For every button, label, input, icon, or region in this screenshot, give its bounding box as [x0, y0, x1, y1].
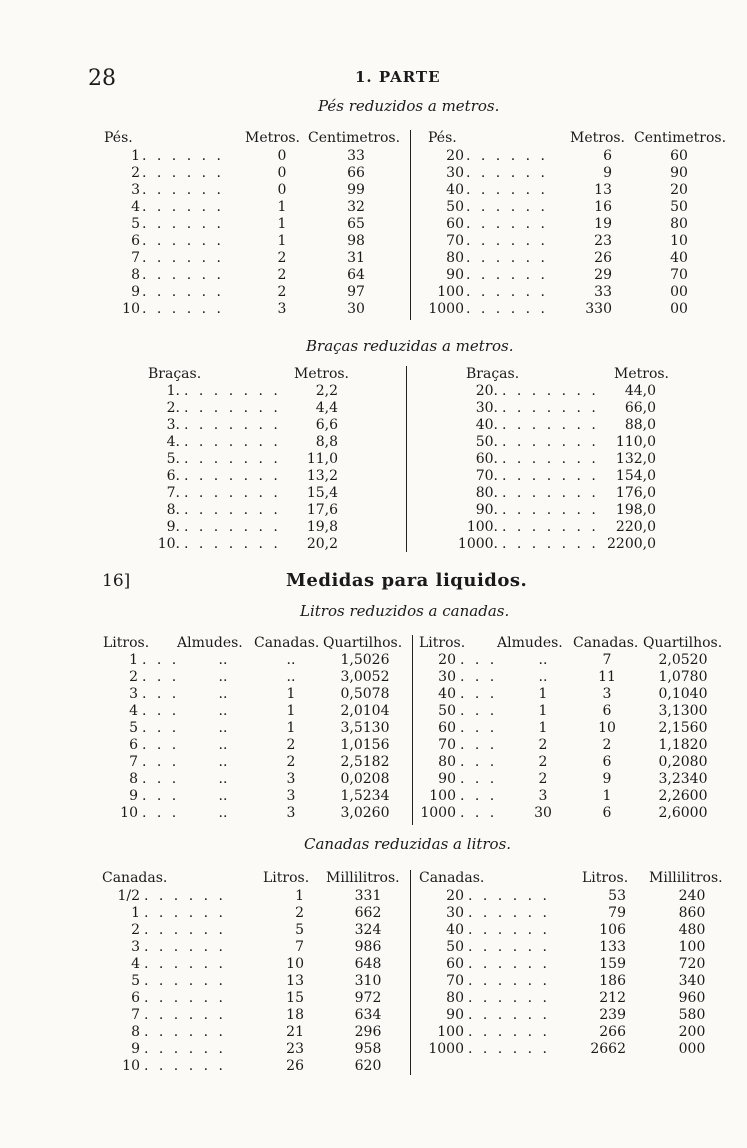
table1-right-col1: 20 30 40 50 60 70 80 90 100 1000 — [428, 148, 464, 317]
table2-right-col1: 20. 30. 40. 50. 60. 70. 80. 90. 100. 1000. — [457, 383, 498, 552]
table4-right-dots: . . . . . . . . . . . . . . . . . . . . . . . . . . . . . . . . . . . . . . . . . . . . . . . . . . . . . . . . . . . . — [468, 888, 550, 1057]
table1-left-dots: . . . . . . . . . . . . . . . . . . . . . . . . . . . . . . . . . . . . . . . . . . . . . . . . . . . . . . . . . . . . — [142, 148, 224, 317]
table2-column-divider — [406, 366, 407, 552]
table3-left-col3: .. .. 1 1 1 2 2 3 3 3 — [286, 652, 296, 821]
table1-right-header-3: Centimetros. — [634, 130, 727, 146]
table3-right-header-4: Quartilhos. — [643, 635, 723, 651]
table3-left-header-3: Canadas. — [254, 635, 320, 651]
table4-title: Canadas reduzidas a litros. — [304, 835, 512, 853]
table3-left-col2: .. .. .. .. .. .. .. .. .. .. — [218, 652, 228, 821]
table2-left-col1: 1. 2. 3. 4. 5. 6. 7. 8. 9. 10. — [157, 383, 180, 552]
table2-title: Braças reduzidas a metros. — [306, 337, 514, 355]
table3-right-col2: .. .. 1 1 1 2 2 2 3 30 — [534, 652, 552, 821]
table1-title: Pés reduzidos a metros. — [318, 97, 500, 115]
table1-column-divider — [410, 130, 411, 320]
table4-left-col2: 1 2 5 7 10 13 15 18 21 23 26 — [286, 888, 304, 1074]
table3-right-header-3: Canadas. — [573, 635, 639, 651]
table2-right-dots: . . . . . . . . . . . . . . . . . . . . . . . . . . . . . . . . . . . . . . . . . . . . . . . . . . . . . . . . . . . . . . . . . . . . . . — [502, 383, 599, 552]
table4-right-header-2: Litros. — [582, 870, 629, 886]
table4-right-header-3: Millilitros. — [649, 870, 723, 886]
table1-left-header-1: Pés. — [104, 130, 133, 146]
table1-right-dots: . . . . . . . . . . . . . . . . . . . . . . . . . . . . . . . . . . . . . . . . . . . . . . . . . . . . . . . . . . . . — [466, 148, 548, 317]
table3-title: Litros reduzidos a canadas. — [300, 602, 510, 620]
table1-left-col3: 33 66 99 32 65 98 31 64 97 30 — [347, 148, 365, 317]
table1-right-col2: 6 9 13 16 19 23 26 29 33 330 — [585, 148, 612, 317]
table3-left-header-1: Litros. — [103, 635, 150, 651]
table4-left-header-1: Canadas. — [102, 870, 168, 886]
table3-left-col1: 1 2 3 4 5 6 7 8 9 10 — [120, 652, 138, 821]
table2-left-col2: 2,2 4,4 6,6 8,8 11,0 13,2 15,4 17,6 19,8 20,2 — [306, 383, 338, 552]
table4-left-col1: 1/2 1 2 3 4 5 6 7 8 9 10 — [117, 888, 140, 1074]
table1-right-header-2: Metros. — [570, 130, 626, 146]
table2-right-header-1: Braças. — [466, 366, 520, 382]
table3-column-divider — [412, 635, 413, 825]
table4-left-dots: . . . . . . . . . . . . . . . . . . . . . . . . . . . . . . . . . . . . . . . . . . . . . . . . . . . . . . . . . . . . . . . . . . — [144, 888, 226, 1074]
table1-left-col2: 0 0 0 1 1 1 2 2 2 3 — [277, 148, 287, 317]
table3-right-col3: 7 11 3 6 10 2 6 9 1 6 — [598, 652, 616, 821]
table1-left-header-3: Centimetros. — [308, 130, 401, 146]
table4-left-header-3: Millilitros. — [326, 870, 400, 886]
table3-left-col4: 1,5026 3,0052 0,5078 2,0104 3,5130 1,0156 2,5182 0,0208 1,5234 3,0260 — [340, 652, 390, 821]
table4-left-header-2: Litros. — [263, 870, 310, 886]
table1-left-col1: 1 2 3 4 5 6 7 8 9 10 — [122, 148, 140, 317]
table4-left-col3: 331 662 324 986 648 310 972 634 296 958 620 — [354, 888, 382, 1074]
table3-left-header-4: Quartilhos. — [323, 635, 403, 651]
table3-right-col4: 2,0520 1,0780 0,1040 3,1300 2,1560 1,1820 0,2080 3,2340 2,2600 2,6000 — [658, 652, 708, 821]
table1-left-header-2: Metros. — [245, 130, 301, 146]
table1-right-col3: 60 90 20 50 80 10 40 70 00 00 — [670, 148, 688, 317]
table3-right-header-1: Litros. — [419, 635, 466, 651]
table4-right-col2: 53 79 106 133 159 186 212 239 266 2662 — [590, 888, 626, 1057]
table3-right-col1: 20 30 40 50 60 70 80 90 100 1000 — [420, 652, 456, 821]
table2-right-col2: 44,0 66,0 88,0 110,0 132,0 154,0 176,0 198,0 220,0 2200,0 — [607, 383, 656, 552]
section-number: 16] — [102, 571, 131, 591]
table3-right-dots: . . . . . . . . . . . . . . . . . . . . . . . . . . . . . . — [460, 652, 498, 821]
table2-left-dots: . . . . . . . . . . . . . . . . . . . . . . . . . . . . . . . . . . . . . . . . . . . . . . . . . . . . . . . . . . . . . . . . . . . . . . — [184, 383, 281, 552]
table3-left-dots: . . . . . . . . . . . . . . . . . . . . . . . . . . . . . . — [142, 652, 180, 821]
table3-right-header-2: Almudes. — [497, 635, 563, 651]
part-heading: 1. PARTE — [355, 68, 441, 86]
section-title: Medidas para liquidos. — [286, 570, 528, 591]
page-number: 28 — [88, 66, 116, 91]
table2-left-header-1: Braças. — [148, 366, 202, 382]
table4-right-col3: 240 860 480 100 720 340 960 580 200 000 — [678, 888, 706, 1057]
table1-right-header-1: Pés. — [428, 130, 457, 146]
table3-left-header-2: Almudes. — [177, 635, 243, 651]
table2-right-header-2: Metros. — [614, 366, 670, 382]
table4-right-col1: 20 30 40 50 60 70 80 90 100 1000 — [428, 888, 464, 1057]
table4-right-header-1: Canadas. — [419, 870, 485, 886]
table4-column-divider — [410, 870, 411, 1075]
table2-left-header-2: Metros. — [294, 366, 350, 382]
